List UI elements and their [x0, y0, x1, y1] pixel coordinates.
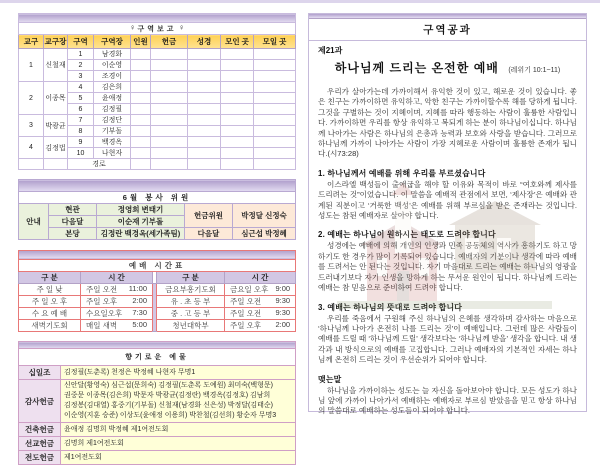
committee-row	[19, 203, 296, 215]
time-label: 매일 새벽	[86, 321, 118, 330]
time-value: 2:00	[132, 296, 147, 305]
zone-no-cell: 6	[68, 104, 94, 115]
service-name-cell: 중 . 고 등 부	[157, 308, 225, 320]
time-value: 2:00	[275, 320, 291, 329]
empty-cell	[254, 60, 296, 71]
service-name-cell: 유 . 초 등 부	[157, 296, 225, 308]
section-heading: 3. 예배는 하나님의 뜻대로 드려야 합니다	[318, 302, 463, 312]
service-time-cell	[225, 320, 296, 332]
page-top-rule	[0, 0, 600, 3]
schedule-row	[19, 320, 296, 332]
empty-cell	[221, 126, 254, 137]
zone-no-cell: 8	[68, 126, 94, 137]
senior-route-cell: 경로	[68, 159, 131, 170]
service-name-cell: 수 요 예 배	[19, 308, 81, 320]
empty-cell	[151, 82, 188, 93]
empty-cell	[221, 93, 254, 104]
report-band	[19, 14, 296, 23]
empty-cell	[44, 159, 68, 170]
zone-leader-cell: 김은희	[94, 82, 131, 93]
zone-no-cell: 5	[68, 93, 94, 104]
time-wrap	[225, 296, 295, 307]
offering-row	[19, 437, 296, 451]
empty-cell	[254, 126, 296, 137]
empty-cell	[131, 93, 151, 104]
time-wrap	[225, 320, 295, 331]
zone-no-cell: 4	[68, 82, 94, 93]
lesson-content	[309, 41, 586, 417]
district-leader-cell: 신철재	[44, 49, 68, 82]
time-value: 11:00	[128, 284, 147, 293]
title-ornament-icon: ♀	[178, 23, 185, 32]
empty-cell	[19, 159, 44, 170]
empty-cell	[188, 137, 221, 148]
report-column-header: 인원	[131, 35, 151, 49]
time-label: 주일 오후	[230, 321, 262, 330]
empty-cell	[151, 49, 188, 60]
offering-row	[19, 380, 296, 423]
june-committee-table	[18, 179, 296, 240]
district-no-cell: 2	[19, 82, 44, 115]
zone-leader-cell: 김정단	[94, 115, 131, 126]
section-body: 하나님을 가까이하는 성도는 늘 자신을 돌아보아야 합니다. 모든 성도가 하나님 앞에 가까이 나아가서 예배하는 예배자로 부르심 받았음을 믿고 항상 하나님의 말씀대로 예배하는 성도들이 되어야 합니다.	[318, 385, 577, 416]
empty-cell	[151, 60, 188, 71]
section-heading: 1. 하나님께서 예배를 위해 우리를 부르셨습니다	[318, 168, 486, 178]
district-no-cell: 3	[19, 115, 44, 137]
schedule-title-row	[19, 260, 296, 272]
guide-label-cell: 안내	[19, 203, 49, 239]
names-cell: 김정란 백경옥(세가족팀)	[97, 227, 185, 239]
empty-cell	[131, 137, 151, 148]
section-heading: 맺는말	[318, 374, 342, 384]
district-leader-cell: 김정법	[44, 137, 68, 159]
committee-row	[19, 227, 296, 239]
empty-cell	[254, 148, 296, 159]
offerings-table	[18, 341, 296, 465]
empty-cell	[221, 49, 254, 60]
offerings-band	[19, 342, 296, 349]
time-wrap	[81, 284, 152, 295]
zone-no-cell: 10	[68, 148, 94, 159]
schedule-col-header: 구 분	[157, 272, 225, 284]
zone-leader-cell: 기부돌	[94, 126, 131, 137]
empty-cell	[221, 159, 254, 170]
names-cell: 이순재 기부돌	[97, 215, 185, 227]
offering-names-cell: 신안달(황영숙) 심근섭(문희숙) 김정필(도춘록 도예원) 최미숙(백형문) 권중문 이종목(김은희) 박문자 박광균(김정란) 백경옥(김정호) 김남희 김정봉(김대열) 홍중기(기부돌) 신철재(남경화 신은성) 박정달(김태순) 이순영(지훈 승준) 이상도(윤애정 이용희) 박찬철(김선희) 황순자 무명3	[61, 380, 296, 423]
service-name-cell: 주 일 낮	[19, 284, 81, 296]
zone-no-cell: 9	[68, 137, 94, 148]
empty-cell	[131, 60, 151, 71]
offering-type-cell: 건축헌금	[19, 423, 61, 437]
service-name-cell: 새벽기도회	[19, 320, 81, 332]
service-time-cell	[81, 296, 153, 308]
district-no-cell: 1	[19, 49, 44, 82]
report-footer-row	[19, 159, 296, 170]
right-page	[308, 13, 587, 416]
empty-cell	[254, 82, 296, 93]
empty-cell	[221, 71, 254, 82]
time-label: 금요일 오후	[230, 285, 269, 294]
place-cell: 본당	[49, 227, 97, 239]
service-name-cell: 청년대학부	[157, 320, 225, 332]
offering-names-cell: 김명희 제1여전도회	[61, 437, 296, 451]
empty-cell	[151, 115, 188, 126]
empty-cell	[254, 49, 296, 60]
district-report-table	[18, 13, 296, 170]
service-time-cell	[225, 308, 296, 320]
zone-no-cell: 1	[68, 49, 94, 60]
report-column-header: 헌금	[151, 35, 188, 49]
offering-next-names-cell: 심근섭 박정혜	[233, 227, 296, 239]
committee-band	[19, 180, 296, 192]
empty-cell	[254, 104, 296, 115]
empty-cell	[131, 126, 151, 137]
empty-cell	[131, 82, 151, 93]
time-label: 주일 오전	[230, 297, 262, 306]
offering-row	[19, 366, 296, 380]
empty-cell	[188, 104, 221, 115]
report-title-cell	[19, 23, 296, 35]
section-body: 우리를 죽음에서 구원해 주신 하나님의 은혜를 생각하며 감사하는 마음으로 ‘하나님께 나아가 온전히 나를 드리는 것’이 예배입니다. 그런데 많은 사람들이 예배를 드릴 때 ‘하나님께 드릴’ 생각보다는 ‘하나님께 받을’ 생각을 합니다. 내 생각과 내 방식으로의 예배를 고집합니다. 그러나 예배자의 기본적인 자세는 하나님께 온전히 드리는 것이 우선순위가 되어야 합니다.	[318, 313, 577, 365]
district-no-cell: 4	[19, 137, 44, 159]
zone-no-cell: 2	[68, 60, 94, 71]
empty-cell	[221, 137, 254, 148]
committee-title: 6월 봉사 위원	[19, 191, 296, 203]
report-column-header: 성경	[188, 35, 221, 49]
empty-cell	[131, 104, 151, 115]
time-wrap	[81, 296, 152, 307]
schedule-col-header: 시 간	[225, 272, 296, 284]
report-row	[19, 49, 296, 60]
lesson-title: 하나님께 드리는 온전한 예배	[334, 61, 499, 75]
schedule-header-row	[19, 272, 296, 284]
empty-cell	[254, 93, 296, 104]
empty-cell	[254, 159, 296, 170]
empty-cell	[151, 104, 188, 115]
empty-cell	[221, 60, 254, 71]
zone-no-cell: 7	[68, 115, 94, 126]
empty-cell	[254, 71, 296, 82]
zone-leader-cell: 나현자	[94, 148, 131, 159]
empty-cell	[188, 126, 221, 137]
report-title-row	[19, 23, 296, 35]
time-wrap	[225, 284, 295, 295]
empty-cell	[131, 148, 151, 159]
empty-cell	[131, 159, 151, 170]
schedule-title: 예배 시간표	[19, 260, 296, 272]
empty-cell	[188, 159, 221, 170]
time-label: 수요일오후	[86, 309, 123, 318]
report-column-header: 교구	[19, 35, 44, 49]
time-value: 5:00	[132, 320, 147, 329]
time-wrap	[81, 308, 152, 319]
service-name-cell: 주 일 오 후	[19, 296, 81, 308]
time-value: 7:30	[132, 308, 147, 317]
section-body: 성경에는 예배에 의해 개인의 인생과 민족 공동체의 역사가 흥하기도 하고 망하기도 한 경우가 많이 기록되어 있습니다. 예배자의 기분이나 생각에 따라 예배를 드려서는 안 된다는 것입니다. 자기 마음대로 드리는 예배는 하나님의 영광을 드러내기보다 자기 인생을 망하게 하는 무서운 원인이 됩니다. 하나님께 드리는 예배는 참 믿음으로 준비하여 드려야 합니다.	[318, 241, 577, 293]
empty-cell	[254, 115, 296, 126]
report-row	[19, 137, 296, 148]
report-row	[19, 115, 296, 126]
empty-cell	[151, 159, 188, 170]
time-label: 주일 오전	[86, 285, 118, 294]
time-wrap	[81, 320, 152, 331]
empty-cell	[221, 115, 254, 126]
offering-type-cell: 감사헌금	[19, 380, 61, 423]
service-time-cell	[225, 284, 296, 296]
empty-cell	[254, 137, 296, 148]
lesson-intro: 우리가 살아가는데 가까이해서 유익한 것이 있고, 해로운 것이 있습니다. 좋은 친구는 가까이하면 유익하고, 악한 친구는 가까이할수록 해를 당하게 됩니다. 그것을 구별하는 것이 지혜이며, 지혜를 따라 행동하는 사람이 훌륭한 사람입니다. 가까이하면 우리를 항상 유익하고 복되게 하는 분이 하나님이십니다. 하나님께 나아가는 사람은 하나님의 은총과 능력과 보호와 사랑을 받습니다. 그러므로 하나님께 가까이 나아가는 사람이 가장 지혜로운 사람이며 훌륭한 존재가 됩니다.(시73:28)	[318, 87, 577, 159]
section-heading: 2. 예배는 하나님이 원하시는 태도로 드려야 합니다	[318, 230, 496, 240]
lesson-number: 제21과	[318, 46, 343, 55]
empty-cell	[131, 49, 151, 60]
names-cell: 정영희 변태기	[97, 203, 185, 215]
report-row	[19, 82, 296, 93]
schedule-col-header: 구 분	[19, 272, 81, 284]
report-column-header: 모일 곳	[254, 35, 296, 49]
empty-cell	[151, 71, 188, 82]
service-time-cell	[81, 308, 153, 320]
empty-cell	[151, 93, 188, 104]
title-ornament-icon: ♀	[129, 23, 136, 32]
report-column-header: 교구장	[44, 35, 68, 49]
empty-cell	[221, 148, 254, 159]
service-time-cell	[225, 296, 296, 308]
time-value: 9:30	[275, 296, 291, 305]
empty-cell	[188, 93, 221, 104]
schedule-row	[19, 284, 296, 296]
zone-leader-cell: 남경화	[94, 49, 131, 60]
place-cell: 현관	[49, 203, 97, 215]
empty-cell	[188, 60, 221, 71]
offering-type-cell: 선교헌금	[19, 437, 61, 451]
offering-row	[19, 423, 296, 437]
empty-cell	[131, 71, 151, 82]
offering-committee-label-cell: 헌금위원	[185, 203, 233, 227]
offering-names-cell: 제1여전도회	[61, 451, 296, 465]
service-time-cell	[81, 284, 153, 296]
service-time-cell	[81, 320, 153, 332]
empty-cell	[151, 148, 188, 159]
report-header-row	[19, 35, 296, 49]
left-page	[18, 13, 295, 465]
offering-type-cell: 십일조	[19, 366, 61, 380]
lesson-title-row	[318, 59, 577, 77]
zone-leader-cell: 김정필	[94, 104, 131, 115]
empty-cell	[221, 104, 254, 115]
offerings-title-row	[19, 349, 296, 366]
schedule-col-header: 시 간	[81, 272, 153, 284]
empty-cell	[188, 82, 221, 93]
zone-leader-cell: 이순영	[94, 60, 131, 71]
report-column-header: 구역	[68, 35, 94, 49]
lesson-page-header: 구역공과	[309, 19, 586, 41]
offering-names-cell: 윤애정 김명희 박정혜 제1여전도회	[61, 423, 296, 437]
empty-cell	[188, 49, 221, 60]
time-value: 9:00	[275, 284, 291, 293]
time-label: 주일 오후	[86, 297, 118, 306]
empty-cell	[188, 71, 221, 82]
district-leader-cell: 박광균	[44, 115, 68, 137]
offering-names-cell: 김정필(도춘록) 천정은 박정혜 나현자 무명1	[61, 366, 296, 380]
time-wrap	[225, 308, 295, 319]
report-column-header: 구역장	[94, 35, 131, 49]
time-value: 9:30	[275, 308, 291, 317]
offerings-title: 향기로운 예물	[19, 349, 296, 366]
service-name-cell: 금요부흥기도회	[157, 284, 225, 296]
district-leader-cell: 이종목	[44, 82, 68, 115]
schedule-row	[19, 308, 296, 320]
committee-title-row	[19, 191, 296, 203]
offering-next-label-cell: 다음달	[185, 227, 233, 239]
schedule-band	[19, 250, 296, 260]
offering-type-cell: 전도헌금	[19, 451, 61, 465]
report-title: 구역보고	[137, 26, 177, 33]
schedule-row	[19, 296, 296, 308]
offering-row	[19, 451, 296, 465]
empty-cell	[221, 82, 254, 93]
empty-cell	[188, 148, 221, 159]
zone-leader-cell: 조경이	[94, 71, 131, 82]
lesson-scripture-ref: (레위기 10:1~11)	[508, 67, 561, 74]
empty-cell	[131, 115, 151, 126]
empty-cell	[188, 115, 221, 126]
time-label: 주일 오전	[230, 309, 262, 318]
report-column-header: 모인 곳	[221, 35, 254, 49]
worship-schedule-table	[18, 250, 296, 333]
zone-no-cell: 3	[68, 71, 94, 82]
empty-cell	[151, 126, 188, 137]
offering-committee-names-cell: 박정달 신정숙	[233, 203, 296, 227]
section-body: 이스라엘 백성들이 출애굽을 해야 할 이유와 목적이 바로 “여호와께 제사를 드리려는 것”이었습니다. 이 말씀을 예배적 관점에서 보면, ‘제사장’은 예배와 관계된 직분이고 ‘거룩한 백성’은 예배를 위해 부르심을 받은 존재라는 것입니다. 성도는 참된 예배자로 살아야 합니다.	[318, 179, 577, 221]
zone-leader-cell: 백경옥	[94, 137, 131, 148]
zone-leader-cell: 윤애정	[94, 93, 131, 104]
place-cell: 다음달	[49, 215, 97, 227]
lesson-sections	[318, 168, 577, 417]
empty-cell	[151, 137, 188, 148]
